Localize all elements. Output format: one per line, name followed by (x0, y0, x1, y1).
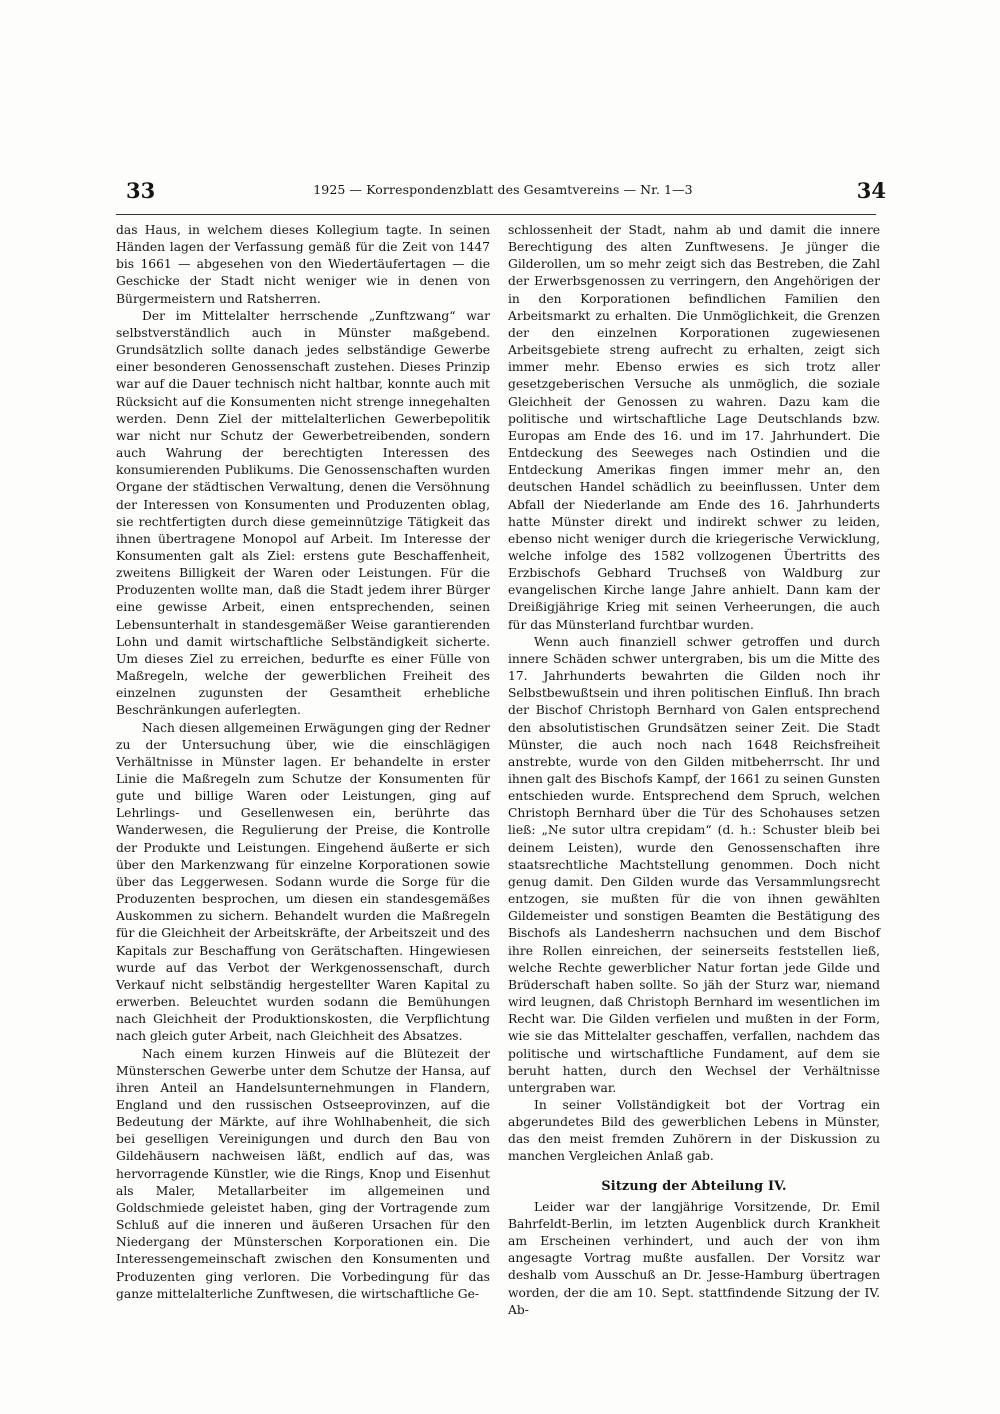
right-column (508, 222, 880, 1319)
running-title: 1925 — Korrespondenzblatt des Gesamtvereins — Nr. 1—3 (313, 182, 693, 197)
paragraph: Nach einem kurzen Hinweis auf die Blütezeit der Münsterschen Gewerbe unter dem Schutze der Hansa, auf ihren Anteil an Handelsunternehmungen in Flandern, England und den russischen Ostseeprovinzen, auf die Bedeutung der Märkte, auf ihre Wohlhabenheit, die sich bei geselligen Vereinigungen und durch den Bau von Gildehäusern nachweisen läßt, endlich auf das, was hervorragende Künstler, wie die Rings, Knop und Eisenhut als Maler, Metallarbeiter im allgemeinen und Goldschmiede geleistet haben, ging der Vortragende zum Schluß auf die inneren und äußeren Ursachen für den Niedergang der Münsterschen Korporationen ein. Die Interessengemeinschaft zwischen den Konsumenten und Produzenten ging verloren. Die Vorbedingung für das ganze mittelalterliche Zunftwesen, die wirtschaftliche Ge- (116, 1046, 490, 1301)
page-number-left: 33 (126, 178, 156, 203)
page-header (118, 178, 888, 212)
paragraph: Nach diesen allgemeinen Erwägungen ging der Redner zu der Untersuchung über, wie die einschlägigen Verhältnisse in Münster lagen. Er behandelte in erster Linie die Maßregeln zum Schutze der Konsumenten für gute und billige Waren oder Leistungen, ging auf Lehrlings- und Gesellenwesen ein, berührte das Wanderwesen, die Regulierung der Preise, die Kontrolle der Produkte und Leistungen. Eingehend äußerte er sich über den Markenzwang für einzelne Korporationen sowie über das Leggerwesen. Sodann wurde die Sorge für die Produzenten besprochen, um diesen ein standesgemäßes Auskommen zu sichern. Behandelt wurden die Maßregeln für die Gleichheit der Arbeitskräfte, der Arbeitszeit und des Kapitals zur Beschaffung von Gerätschaften. Hingewiesen wurde auf das Verbot der Werkgenossenschaft, durch Verkauf nicht selbständig hergestellter Waren Kapital zu erwerben. Beleuchtet wurden sodann die Bemühungen nach Gleichheit der Produktionskosten, die Verpflichtung nach gleich guter Arbeit, nach Gleichheit des Absatzes. (116, 720, 490, 1044)
paragraph: das Haus, in welchem dieses Kollegium tagte. In seinen Händen lagen der Verfassung gemäß für die Zeit von 1447 bis 1661 — abgesehen von den Wiedertäufertagen — die Geschicke der Stadt nicht weniger wie in denen von Bürgermeistern und Ratsherren. (116, 223, 490, 306)
paragraph: schlossenheit der Stadt, nahm ab und damit die innere Berechtigung des alten Zunftwesens. Je jünger die Gilderollen, um so mehr zeigt sich das Bestreben, die Zahl der Erwerbsgenossen zu verringern, den Angehörigen der in den Korporationen befindlichen Familien den Arbeitsmarkt zu erhalten. Die Unmöglichkeit, die Grenzen der den einzelnen Korporationen zugewiesenen Arbeitsgebiete streng aufrecht zu erhalten, zeigt sich immer mehr. Ebenso erwies es sich trotz aller gesetzgeberischen Versuche als unmöglich, die soziale Gleichheit der Genossen zu wahren. Dazu kam die politische und wirtschaftliche Lage Deutschlands bzw. Europas am Ende des 16. und im 17. Jahrhundert. Die Entdeckung des Seeweges nach Ostindien und die Entdeckung Amerikas fingen immer mehr an, den deutschen Handel schädlich zu beeinflussen. Unter dem Abfall der Niederlande am Ende des 16. Jahrhunderts hatte Münster direkt und indirekt schwer zu leiden, ebenso nicht weniger durch die kriegerische Verwicklung, welche infolge des 1582 vollzogenen Übertritts des Erzbischofs Gebhard Truchseß von Waldburg zur evangelischen Kirche lange Jahre anhielt. Dann kam der Dreißigjährige Krieg mit seinen Verheerungen, die auch für das Münsterland furchtbar wurden. (508, 223, 880, 632)
header-rule (116, 214, 876, 215)
left-column (116, 222, 490, 1303)
page-number-right: 34 (856, 178, 886, 203)
paragraph: Wenn auch finanziell schwer getroffen und durch innere Schäden schwer untergraben, bis um die Mitte des 17. Jahrhunderts bewahrten die Gilden noch ihr Selbstbewußtsein und ihren politischen Einfluß. Ihn brach der Bischof Christoph Bernhard von Galen entsprechend den absolutistischen Grundsätzen seiner Zeit. Die Stadt Münster, die auch noch nach 1648 Reichsfreiheit anstrebte, wurde von den Gilden mitbeherrscht. Ihr und ihnen galt des Bischofs Kampf, der 1661 zu seinen Gunsten entschieden wurde. Entsprechend dem Spruch, welchen Christoph Bernhard über die Tür des Schohauses setzen ließ: „Ne sutor ultra crepidam“ (d. h.: Schuster bleib bei deinem Leisten), wurde den Genossenschaften ihre staatsrechtliche Machtstellung genommen. Doch nicht genug damit. Den Gilden wurde das Versammlungsrecht entzogen, sie mußten für die von ihnen gewählten Gildemeister und sonstigen Beamten die Bestätigung des Bischofs als Landesherrn nachsuchen und dem Bischof ihre Rollen einreichen, der seinerseits feststellen ließ, welche Rechte gewerblicher Natur fortan jede Gilde und Brüderschaft haben sollte. So jäh der Sturz war, niemand wird leugnen, daß Christoph Bernhard im wesentlichen im Recht war. Die Gilden verfielen und mußten in der Form, wie sie das Mittelalter geschaffen, verfallen, nachdem das politische und wirtschaftliche Fundament, auf dem sie beruht hatten, durch den Wechsel der Verhältnisse untergraben war. (508, 634, 880, 1095)
section-heading: Sitzung der Abteilung IV. (601, 1178, 787, 1194)
paragraph: In seiner Vollständigkeit bot der Vortrag ein abgerundetes Bild des gewerblichen Lebens in Münster, das den meist fremden Zuhörern in der Diskussion zu manchen Vergleichen Anlaß gab. (508, 1097, 880, 1164)
paragraph: Der im Mittelalter herrschende „Zunftzwang“ war selbstverständlich auch in Münster maßgebend. Grundsätzlich sollte danach jedes selbständige Gewerbe einer besonderen Genossenschaft zustehen. Dieses Prinzip war auf die Dauer technisch nicht haltbar, konnte auch mit Rücksicht auf die Konsumenten nicht strenge innegehalten werden. Denn Ziel der mittelalterlichen Gewerbepolitik war nicht nur Schutz der Gewerbetreibenden, sondern auch Wahrung der berechtigten Interessen des konsumierenden Publikums. Die Genossenschaften wurden Organe der städtischen Verwaltung, denen die Versöhnung der Interessen von Konsumenten und Produzenten oblag, sie rechtfertigten durch diese gemeinnützige Tätigkeit das ihnen übertragene Monopol auf Arbeit. Im Interesse der Konsumenten galt als Ziel: erstens gute Beschaffenheit, zweitens Billigkeit der Waren oder Leistungen. Für die Produzenten wollte man, daß die Stadt jedem ihrer Bürger eine gewisse Arbeit, einen entsprechenden, seinen Lebensunterhalt in standesgemäßer Weise garantierenden Lohn und damit wirtschaftliche Selbständigkeit sicherte. Um dieses Ziel zu erreichen, bedurfte es einer Fülle von Maßregeln, welche der gewerblichen Freiheit des einzelnen zugunsten der Gesamtheit erhebliche Beschränkungen auferlegten. (116, 308, 490, 718)
paragraph: Leider war der langjährige Vorsitzende, Dr. Emil Bahrfeldt-Berlin, im letzten Augenblick durch Krankheit am Erscheinen verhindert, und auch der von ihm angesagte Vortrag mußte ausfallen. Der Vorsitz war deshalb vom Ausschuß an Dr. Jesse-Hamburg übertragen worden, der die am 10. Sept. stattfindende Sitzung der IV. Ab- (508, 1199, 880, 1317)
